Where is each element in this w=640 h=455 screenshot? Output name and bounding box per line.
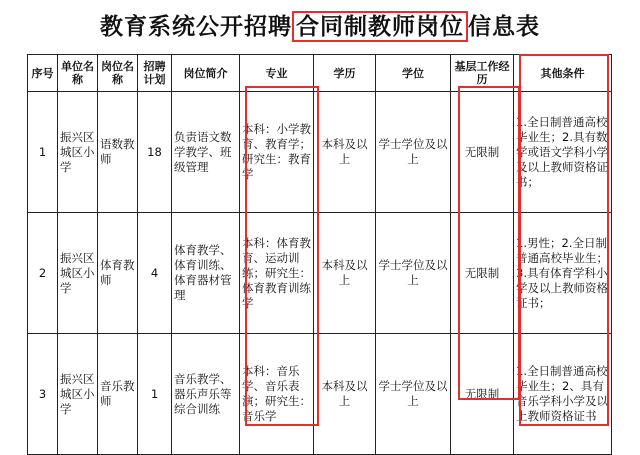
cell-unit: 振兴区城区小学 bbox=[58, 92, 98, 213]
cell-degree: 学士学位及以上 bbox=[376, 92, 451, 213]
header-other: 其他条件 bbox=[514, 55, 612, 92]
cell-plan: 18 bbox=[138, 92, 172, 213]
header-plan: 招聘计划 bbox=[138, 55, 172, 92]
cell-unit: 振兴区城区小学 bbox=[58, 334, 98, 455]
header-no: 序号 bbox=[28, 55, 58, 92]
header-major: 专业 bbox=[240, 55, 314, 92]
cell-education: 本科及以上 bbox=[314, 92, 376, 213]
header-experience: 基层工作经历 bbox=[451, 55, 514, 92]
cell-other: 1.全日制普通高校毕业生；2、具有音乐学科小学及以上教师资格证书 bbox=[514, 334, 612, 455]
cell-education: 本科及以上 bbox=[314, 213, 376, 334]
cell-other: 1.男性；2.全日制普通高校毕业生；3.具有体育学科小学及以上教师资格证书； bbox=[514, 213, 612, 334]
cell-major: 本科：音乐学、音乐表演；研究生：音乐学 bbox=[240, 334, 314, 455]
cell-experience: 无限制 bbox=[451, 213, 514, 334]
cell-intro: 负责语文数学教学、班级管理 bbox=[172, 92, 240, 213]
recruitment-table bbox=[27, 54, 612, 455]
cell-other: 1.全日制普通高校毕业生；2.具有数学或语文学科小学及以上教师资格证书； bbox=[514, 92, 612, 213]
header-degree: 学位 bbox=[376, 55, 451, 92]
cell-experience: 无限制 bbox=[451, 92, 514, 213]
cell-intro: 音乐教学、器乐声乐等综合训练 bbox=[172, 334, 240, 455]
cell-intro: 体育教学、体育训练、体育器材管理 bbox=[172, 213, 240, 334]
cell-degree: 学士学位及以上 bbox=[376, 213, 451, 334]
title-prefix: 教育系统公开招聘 bbox=[100, 13, 292, 40]
cell-unit: 振兴区城区小学 bbox=[58, 213, 98, 334]
cell-post: 语数教师 bbox=[98, 92, 138, 213]
header-education: 学历 bbox=[314, 55, 376, 92]
cell-no: 1 bbox=[28, 92, 58, 213]
cell-plan: 4 bbox=[138, 213, 172, 334]
table-row bbox=[28, 213, 612, 334]
cell-education: 本科及以上 bbox=[314, 334, 376, 455]
header-post: 岗位名称 bbox=[98, 55, 138, 92]
title-suffix: 信息表 bbox=[468, 13, 540, 40]
header-unit: 单位名称 bbox=[58, 55, 98, 92]
cell-degree: 学士学位及以上 bbox=[376, 334, 451, 455]
cell-post: 体育教师 bbox=[98, 213, 138, 334]
table-row bbox=[28, 92, 612, 213]
cell-no: 2 bbox=[28, 213, 58, 334]
page-title bbox=[0, 4, 640, 50]
header-intro: 岗位简介 bbox=[172, 55, 240, 92]
table-row bbox=[28, 334, 612, 455]
cell-post: 音乐教师 bbox=[98, 334, 138, 455]
table-header-row bbox=[28, 55, 612, 92]
cell-major: 本科：体育教育、运动训练；研究生：体育教育训练学 bbox=[240, 213, 314, 334]
title-highlight: 合同制教师岗位 bbox=[292, 11, 468, 42]
cell-no: 3 bbox=[28, 334, 58, 455]
cell-experience: 无限制 bbox=[451, 334, 514, 455]
cell-major: 本科：小学教育、教育学；研究生：教育学 bbox=[240, 92, 314, 213]
cell-plan: 1 bbox=[138, 334, 172, 455]
